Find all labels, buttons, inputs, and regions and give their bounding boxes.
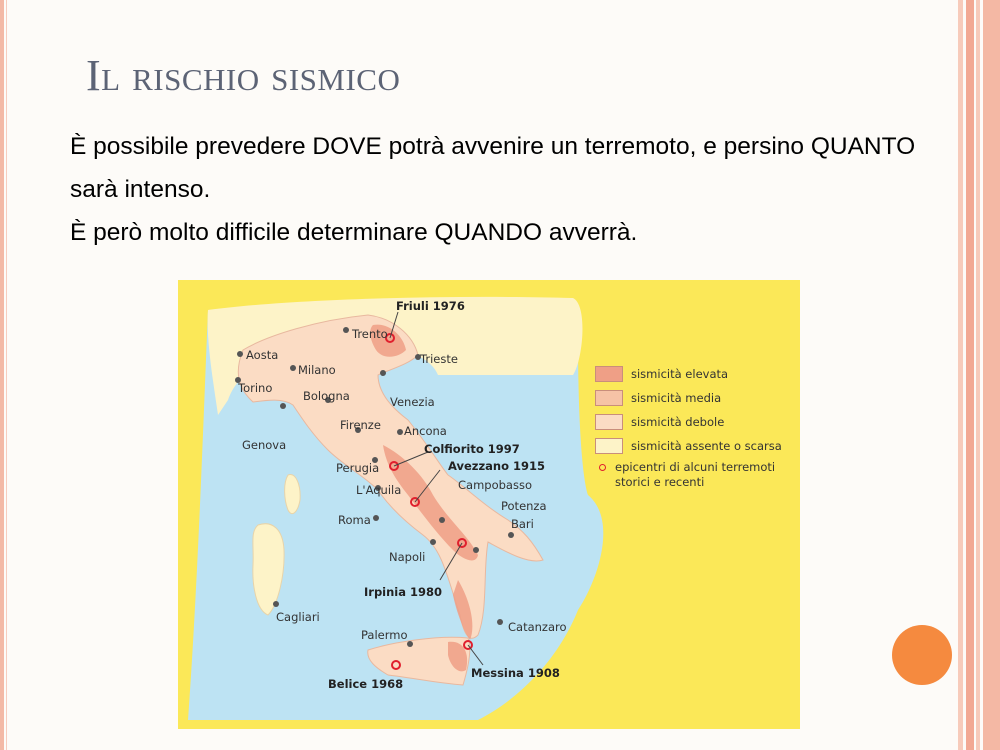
city-label-catanzaro: Catanzaro	[508, 620, 567, 634]
right-border-stripe-3	[976, 0, 980, 750]
right-border-stripe-2	[966, 0, 974, 750]
legend-row-low	[595, 410, 785, 434]
city-label-aosta: Aosta	[246, 348, 279, 362]
city-label-firenze: Firenze	[340, 418, 381, 432]
slide-title: Il rischio sismico	[86, 51, 401, 100]
quake-label-avezzano: Avezzano 1915	[448, 459, 546, 473]
right-border-stripe-4	[983, 0, 1000, 750]
quake-label-friuli: Friuli 1976	[396, 299, 465, 313]
city-label-cagliari: Cagliari	[276, 610, 320, 624]
right-border-stripe-1	[958, 0, 963, 750]
city-label-genova: Genova	[242, 438, 287, 452]
legend-swatch-high	[595, 366, 623, 382]
legend-swatch-absent	[595, 438, 623, 454]
city-label-napoli: Napoli	[389, 550, 426, 564]
epicenter-icon	[599, 464, 606, 471]
seismic-map	[178, 280, 800, 729]
left-border-stripe	[0, 0, 4, 750]
city-label-bologna: Bologna	[303, 389, 350, 403]
city-label-laquila: L'Aquila	[356, 483, 402, 497]
city-label-perugia: Perugia	[336, 461, 380, 475]
city-label-trento: Trento	[352, 327, 388, 341]
city-label-torino: Torino	[238, 381, 273, 395]
next-slide-button[interactable]	[892, 625, 952, 685]
city-label-palermo: Palermo	[361, 628, 408, 642]
quake-label-irpinia: Irpinia 1980	[364, 585, 443, 599]
city-label-bari: Bari	[511, 517, 534, 531]
legend-label-absent: sismicità assente o scarsa	[631, 439, 782, 453]
quake-label-colfiorito: Colfiorito 1997	[424, 442, 520, 456]
legend-row-epicenters	[595, 460, 785, 490]
legend-label-epicenters: epicentri di alcuni terremoti storici e recenti	[615, 460, 776, 489]
left-border-line	[6, 0, 7, 750]
quake-label-belice: Belice 1968	[328, 677, 404, 691]
city-label-ancona: Ancona	[404, 424, 447, 438]
map-legend	[595, 362, 785, 490]
legend-swatch-low	[595, 414, 623, 430]
quake-label-messina: Messina 1908	[471, 666, 560, 680]
legend-label-high: sismicità elevata	[631, 367, 729, 381]
legend-label-low: sismicità debole	[631, 415, 725, 429]
city-label-milano: Milano	[298, 363, 336, 377]
slide-body	[70, 125, 930, 254]
city-label-trieste: Trieste	[420, 352, 458, 366]
city-label-venezia: Venezia	[390, 395, 435, 409]
legend-row-high	[595, 362, 785, 386]
legend-swatch-medium	[595, 390, 623, 406]
paragraph-1: È possibile prevedere DOVE potrà avvenire un terremoto, e persino QUANTO sarà intenso.	[70, 133, 916, 203]
city-label-campobasso: Campobasso	[458, 478, 532, 492]
italy-map-drawing	[178, 280, 800, 729]
legend-row-medium	[595, 386, 785, 410]
paragraph-2: È però molto difficile determinare QUANDO avverrà.	[70, 219, 638, 246]
city-label-potenza: Potenza	[501, 499, 547, 513]
legend-row-absent	[595, 434, 785, 458]
legend-label-medium: sismicità media	[631, 391, 722, 405]
city-label-roma: Roma	[338, 513, 371, 527]
